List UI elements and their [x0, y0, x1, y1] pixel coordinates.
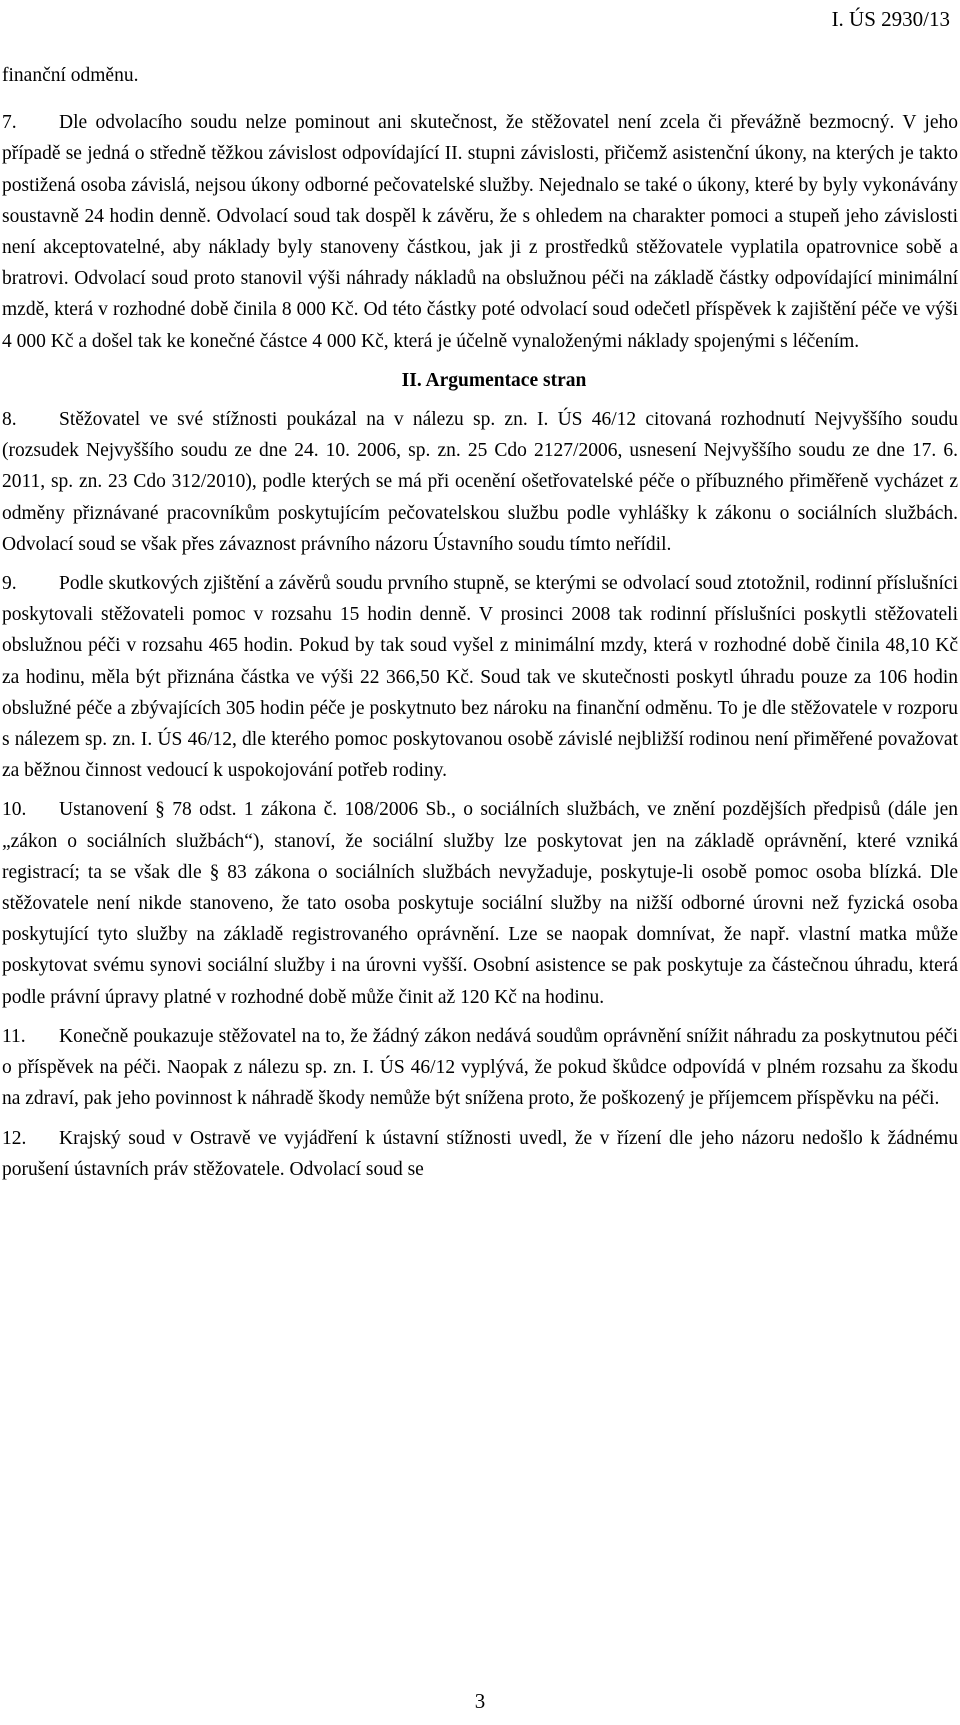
paragraph-text: Podle skutkových zjištění a závěrů soudu prvního stupně, se kterými se odvolací soud ztotožnil, rodinní příslušníci poskytovali stěžovateli pomoc v rozsahu 15 hodin denně. V prosinci 2008 tak rodinní příslušníci poskytli stěžovateli obslužnou péči v rozsahu 465 hodin. Pokud by tak soud vyšel z minimální mzdy, která v rozhodné době činila 48,10 Kč za hodinu, měla být přiznána částka ve výši 22 366,50 Kč. Soud tak ve skutečnosti poskytl úhradu pouze za 106 hodin obslužné péče a zbývajících 305 hodin péče je poskytnuto bez nároku na finanční odměnu. To je dle stěžovatele v rozporu s nálezem sp. zn. I. ÚS 46/12, dle kterého pomoc poskytovanou osobě závislé nejbližší rodinou není přiměřené považovat za běžnou činnost vedoucí k uspokojování potřeb rodiny. [2, 573, 958, 782]
paragraph-continuation [2, 60, 958, 91]
paragraph-12 [2, 1123, 958, 1185]
paragraph-text: Stěžovatel ve své stížnosti poukázal na v nálezu sp. zn. I. ÚS 46/12 citovaná rozhodnutí Nejvyššího soudu (rozsudek Nejvyššího soudu ze dne 24. 10. 2006, sp. zn. 25 Cdo 2127/2006, usnesení Nejvyššího soudu ze dne 17. 6. 2011, sp. zn. 23 Cdo 312/2010), podle kterých se má při ocenění ošetřovatelské péče o příbuzného přiměřeně vycházet z odměny přiznávané pracovníkům poskytujícím pečovatelskou službu podle vyhlášky k zákonu o sociálních službách. Odvolací soud se však přes závaznost právního názoru Ústavního soudu tímto neřídil. [2, 409, 958, 555]
case-reference: I. ÚS 2930/13 [831, 7, 950, 31]
paragraph-10 [2, 794, 958, 1012]
paragraph-number: 11. [2, 1025, 26, 1047]
document-body [2, 60, 958, 1193]
paragraph-11 [2, 1021, 958, 1115]
paragraph-text: finanční odměnu. [2, 65, 139, 86]
page-number: 3 [474, 1689, 486, 1713]
paragraph-number: 10. [2, 799, 27, 821]
paragraph-7 [2, 107, 958, 357]
paragraph-text: Ustanovení § 78 odst. 1 zákona č. 108/2006 Sb., o sociálních službách, ve znění pozdějších předpisů (dále jen „zákon o sociálních službách“), stanoví, že sociální služby lze poskytovat jen na základě oprávnění, které vzniká registrací; ta se však dle § 83 zákona o sociálních službách nevyžaduje, poskytuje-li osobě pomoc osoba blízká. Dle stěžovatele není nikde stanoveno, že tato osoba poskytuje sociální služby na nižší odborné úrovni než fyzická osoba poskytující tyto služby na základě registrovaného oprávnění. Lze se naopak domnívat, že např. vlastní matka může poskytovat svému synovi sociální služby i na úrovni vyšší. Osobní asistence se pak poskytuje za částečnou úhradu, která podle právní úpravy platné v rozhodné době může činit až 120 Kč na hodinu. [2, 799, 958, 1008]
paragraph-number: 9. [2, 573, 17, 595]
section-heading: II. Argumentace stran [401, 369, 587, 391]
paragraph-number: 8. [2, 409, 17, 431]
paragraph-text: Krajský soud v Ostravě ve vyjádření k ústavní stížnosti uvedl, že v řízení dle jeho názoru nedošlo k žádnému porušení ústavních práv stěžovatele. Odvolací soud se [2, 1127, 958, 1180]
paragraph-number: 7. [2, 112, 17, 134]
paragraph-9 [2, 568, 958, 786]
paragraph-8 [2, 404, 958, 560]
paragraph-text: Konečně poukazuje stěžovatel na to, že žádný zákon nedává soudům oprávnění snížit náhradu za poskytnutou péči o příspěvek na péči. Naopak z nálezu sp. zn. I. ÚS 46/12 vyplývá, že pokud škůdce odpovídá v plném rozsahu za škodu na zdraví, pak jeho povinnost k náhradě škody nemůže být snížena proto, že poškozený je příjemcem příspěvku na péči. [2, 1025, 958, 1110]
paragraph-text: Dle odvolacího soudu nelze pominout ani skutečnost, že stěžovatel není zcela či převážně bezmocný. V jeho případě se jedná o středně těžkou závislost odpovídající II. stupni závislosti, přičemž asistenční úkony, na kterých je takto postižená osoba závislá, nejsou úkony odborné pečovatelské služby. Nejednalo se také o úkony, které by byly vykonávány soustavně 24 hodin denně. Odvolací soud tak dospěl k závěru, že s ohledem na charakter pomoci a stupeň jeho závislosti není akceptovatelné, aby náklady byly stanoveny částkou, jak ji z prostředků stěžovatele vyplatila opatrovnice sobě a bratrovi. Odvolací soud proto stanovil výši náhrady nákladů na obslužnou péči na základě částky odpovídající minimální mzdě, která v rozhodné době činila 8 000 Kč. Od této částky poté odvolací soud odečetl příspěvek k zajištění péče ve výši 4 000 Kč a došel tak ke konečné částce 4 000 Kč, která je účelně vynaloženými náklady spojenými s léčením. [2, 112, 958, 352]
paragraph-number: 12. [2, 1127, 27, 1149]
